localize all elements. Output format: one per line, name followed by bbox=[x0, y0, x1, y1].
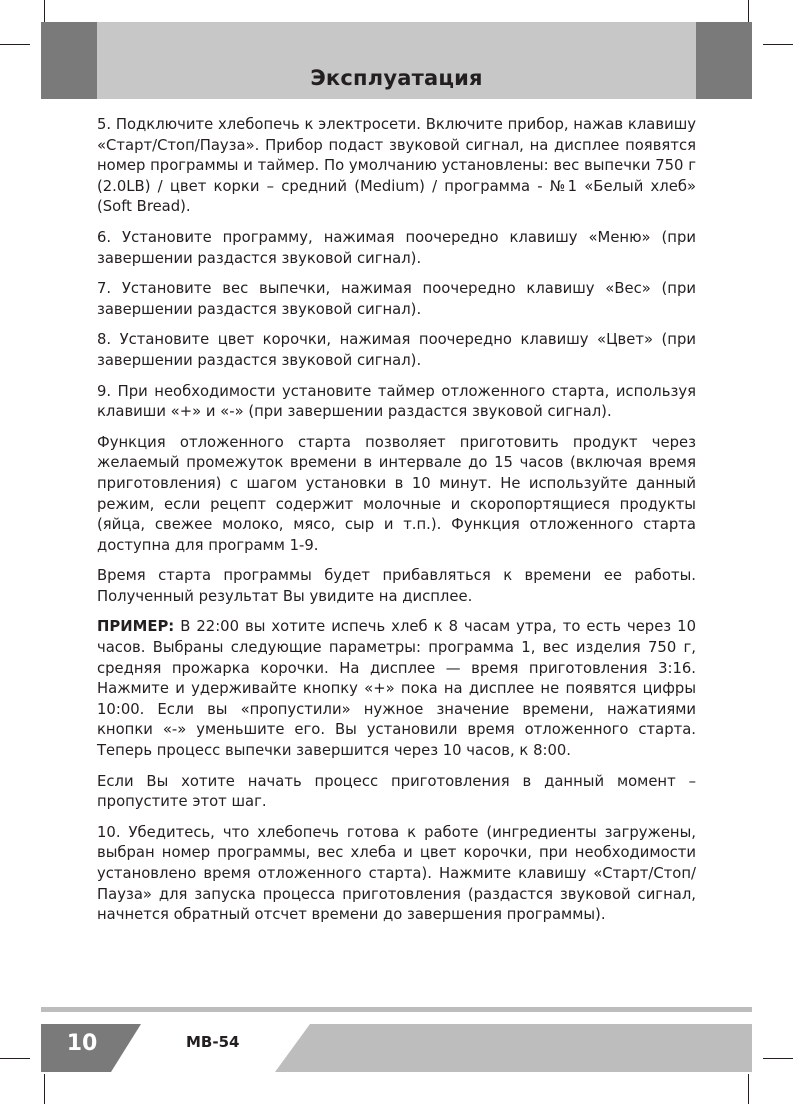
example-label: ПРИМЕР: bbox=[97, 618, 175, 636]
model-name: MB-54 bbox=[186, 1033, 240, 1051]
crop-mark bbox=[763, 1058, 793, 1059]
paragraph-step-10: 10. Убедитесь, что хлебопечь готова к работе (ингредиенты загружены, выбран номер программы, вес хлеба и цвет корочки, при необходимости установлено время отложенного старта). Нажмите клавишу «Старт/Стоп/Пауза» для запуска процесса приготовления (раздастся звуковой сигнал, начнется обратный отсчет времени до завершения программы). bbox=[97, 823, 696, 924]
paragraph-example bbox=[97, 617, 696, 761]
paragraph-step-5: 5. Подключите хлебопечь к электросети. Включите прибор, нажав клавишу «Старт/Стоп/Пауза». Прибор подаст звуковой сигнал, на дисплее появятся номер программы и таймер. По умолчанию установлены: вес выпечки 750 г (2.0LB) / цвет корки – средний (Medium) / программа - №1 «Белый хлеб» (Soft Bread). bbox=[97, 116, 696, 216]
paragraph-step-6: 6. Установите программу, нажимая поочередно клавишу «Меню» (при завершении раздастся звуковой сигнал). bbox=[97, 228, 696, 267]
header-block-right bbox=[696, 22, 752, 99]
crop-mark bbox=[44, 1074, 45, 1104]
paragraph-step-7: 7. Установите вес выпечки, нажимая поочередно клавишу «Вес» (при завершении раздастся звуковой сигнал). bbox=[97, 280, 696, 318]
footer-line bbox=[41, 1007, 752, 1012]
crop-mark bbox=[0, 44, 30, 45]
crop-mark bbox=[0, 1058, 30, 1059]
crop-mark bbox=[763, 44, 793, 45]
paragraph-delay-function: Функция отложенного старта позволяет приготовить продукт через желаемый промежуток времени в интервале до 15 часов (включая время приготовления) с шагом установки в 10 минут. Не используйте данный режим, если рецепт содержит молочные и скоропортящиеся продукты (яйца, свежее молоко, мясо, сыр и т.п.). Функция отложенного старта доступна для программ 1-9. bbox=[97, 433, 696, 554]
paragraph-skip-step: Если Вы хотите начать процесс приготовления в данный момент – пропустите этот шаг. bbox=[97, 772, 696, 811]
header-block-left bbox=[41, 22, 97, 99]
content bbox=[97, 115, 696, 936]
page-title: Эксплуатация bbox=[310, 66, 483, 90]
example-text: В 22:00 вы хотите испечь хлеб к 8 часам утра, то есть через 10 часов. Выбраны следующие параметры: программа 1, вес изделия 750 г, средняя прожарка корочки. На дисплее — время приготовления 3:16. Нажмите и удерживайте кнопку «+» пока на дисплее не появятся цифры 10:00. Если вы «пропустили» нужное значение времени, нажатиями кнопки «-» уменьшите его. Вы установили время отложенного старта. Теперь процесс выпечки завершится через 10 часов, к 8:00. bbox=[97, 618, 696, 760]
paragraph-step-9: 9. При необходимости установите таймер отложенного старта, используя клавиши «+» и «-» (при завершении раздастся звуковой сигнал). bbox=[97, 382, 696, 421]
paragraph-step-8: 8. Установите цвет корочки, нажимая поочередно клавишу «Цвет» (при завершении раздастся звуковой сигнал). bbox=[97, 331, 696, 369]
paragraph-start-time: Время старта программы будет прибавляться к времени ее работы. Полученный результат Вы увидите на дисплее. bbox=[97, 567, 696, 605]
crop-mark bbox=[748, 1074, 749, 1104]
page-number: 10 bbox=[66, 1031, 98, 1056]
